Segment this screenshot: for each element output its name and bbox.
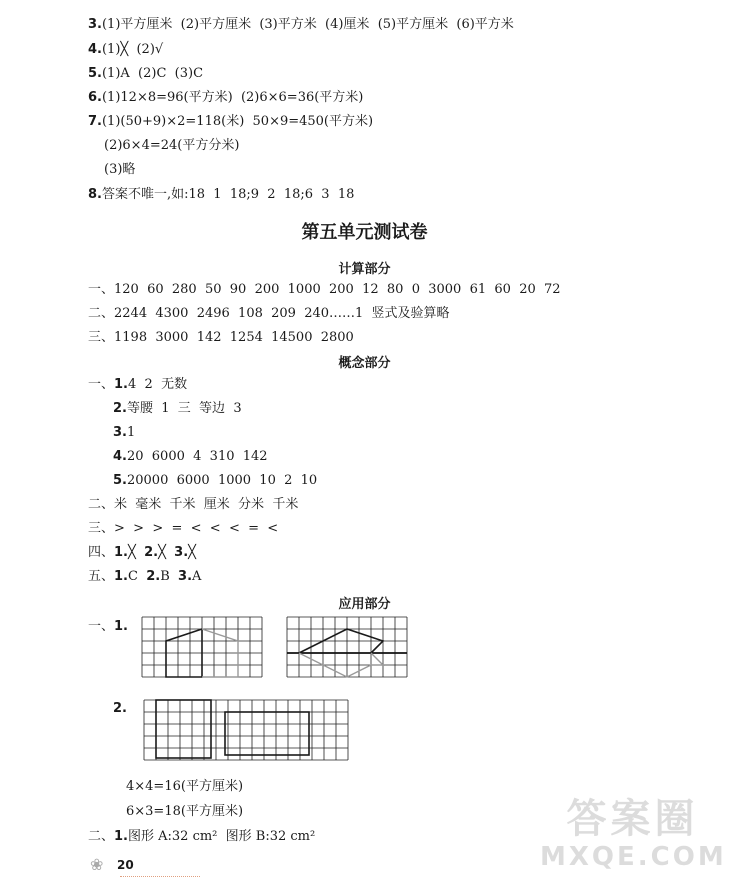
- concept-one-5-text: 20000 6000 1000 10 2 10: [126, 473, 318, 488]
- applied-two-prefix: 二、: [88, 829, 115, 844]
- concept-four: [88, 544, 196, 562]
- concept-four-a-text: ╳: [128, 545, 136, 560]
- answer-4: [88, 41, 163, 59]
- concept-one-4-number: 4.: [113, 449, 127, 464]
- applied-heading: 应用部分: [338, 597, 391, 612]
- concept-one-prefix: 一、: [88, 377, 115, 392]
- concept-one-2-text: 等腰 1 三 等边 3: [126, 401, 242, 416]
- grid-figure-3: [143, 699, 353, 767]
- answer-6-number: 6.: [88, 90, 102, 105]
- page-number: 20: [117, 858, 134, 872]
- rectangle-shape: [225, 712, 309, 755]
- concept-five-prefix: 五、: [88, 569, 115, 584]
- unit-title: 第五单元测试卷: [301, 222, 428, 243]
- concept-one-4: [113, 448, 268, 466]
- applied-one-1-number: 1.: [114, 619, 128, 634]
- concept-one-4-text: 20 6000 4 310 142: [126, 449, 268, 464]
- answer-5: [88, 65, 203, 83]
- concept-four-c-text: ╳: [188, 545, 196, 560]
- watermark-site-text: MXQE.COM: [540, 842, 727, 872]
- concept-four-a-number: 1.: [114, 545, 128, 560]
- answer-8-text: 答案不唯一,如:18 1 18;9 2 18;6 3 18: [101, 187, 355, 202]
- concept-one-2-number: 2.: [113, 401, 127, 416]
- answer-3-text: (1)平方厘米 (2)平方厘米 (3)平方米 (4)厘米 (5)平方厘米 (6)平方米: [101, 17, 514, 32]
- answer-7-text: (1)(50+9)×2=118(米) 50×9=450(平方米): [101, 114, 374, 129]
- concept-five-a-number: 1.: [114, 569, 128, 584]
- calc-line-3: 三、1198 3000 142 1254 14500 2800: [88, 330, 354, 345]
- answer-6-text: (1)12×8=96(平方米) (2)6×6=36(平方米): [101, 90, 364, 105]
- concept-one-3: [113, 424, 135, 442]
- concept-one-2: [113, 400, 242, 418]
- answer-6: [88, 89, 363, 107]
- square-shape: [156, 700, 211, 758]
- concept-four-b-text: ╳: [158, 545, 166, 560]
- grid-figure-2: [286, 616, 412, 682]
- answer-5-number: 5.: [88, 66, 102, 81]
- applied-one-2-label: [113, 700, 127, 718]
- applied-two-1-number: 1.: [114, 829, 128, 844]
- concept-three: 三、> > > = < < < = <: [88, 521, 279, 536]
- concept-five-c-text: A: [192, 569, 202, 584]
- footer-rule: [120, 876, 200, 877]
- concept-heading: 概念部分: [338, 356, 391, 371]
- applied-one-1-label: [88, 618, 128, 636]
- concept-one-1-text: 4 2 无数: [128, 377, 188, 392]
- concept-five-c-number: 3.: [178, 569, 193, 584]
- calc-line-2: 二、2244 4300 2496 108 209 240……1 竖式及验算略: [88, 306, 450, 321]
- concept-five-a-text: C: [128, 569, 138, 584]
- concept-four-b-number: 2.: [144, 545, 159, 560]
- answer-7: [88, 113, 373, 131]
- concept-one-5-number: 5.: [113, 473, 127, 488]
- watermark-logo-text: 答案圈: [566, 796, 699, 842]
- grid-lines: [144, 700, 348, 760]
- applied-one-prefix: 一、: [88, 619, 115, 634]
- concept-four-prefix: 四、: [88, 545, 115, 560]
- paw-icon: ❀: [90, 855, 104, 874]
- calc-line-1: 一、120 60 280 50 90 200 1000 200 12 80 0 3000 61 60 20 72: [88, 282, 561, 297]
- concept-one-5: [113, 472, 317, 490]
- answer-8-number: 8.: [88, 187, 102, 202]
- applied-two-1-text: 图形 A:32 cm² 图形 B:32 cm²: [128, 829, 316, 844]
- concept-one-1: [88, 376, 187, 394]
- calc-heading: 计算部分: [338, 262, 391, 277]
- answer-7-number: 7.: [88, 114, 102, 129]
- answer-3-number: 3.: [88, 17, 102, 32]
- concept-five-b-number: 2.: [146, 569, 161, 584]
- applied-two-1: [88, 828, 315, 846]
- applied-one-2-number: 2.: [113, 701, 127, 716]
- answer-7-part2: (2)6×4=24(平方分米): [104, 138, 240, 153]
- applied-calc-1: 4×4=16(平方厘米): [126, 779, 244, 794]
- answer-8: [88, 186, 354, 204]
- grid-lines: [287, 617, 407, 677]
- concept-five: [88, 568, 201, 586]
- concept-two: 二、米 毫米 千米 厘米 分米 千米: [88, 497, 299, 512]
- concept-one-1-number: 1.: [114, 377, 128, 392]
- grid-figure-1: [141, 616, 267, 682]
- concept-one-3-text: 1: [126, 425, 136, 440]
- concept-four-c-number: 3.: [174, 545, 189, 560]
- watermark: [540, 796, 725, 891]
- concept-five-b-text: B: [160, 569, 170, 584]
- answer-4-number: 4.: [88, 42, 102, 57]
- applied-calc-2: 6×3=18(平方厘米): [126, 804, 244, 819]
- answer-4-text: (1)╳ (2)√: [101, 42, 164, 57]
- answer-3: [88, 16, 514, 34]
- answer-5-text: (1)A (2)C (3)C: [101, 66, 204, 81]
- concept-one-3-number: 3.: [113, 425, 127, 440]
- answer-7-part3: (3)略: [104, 162, 136, 177]
